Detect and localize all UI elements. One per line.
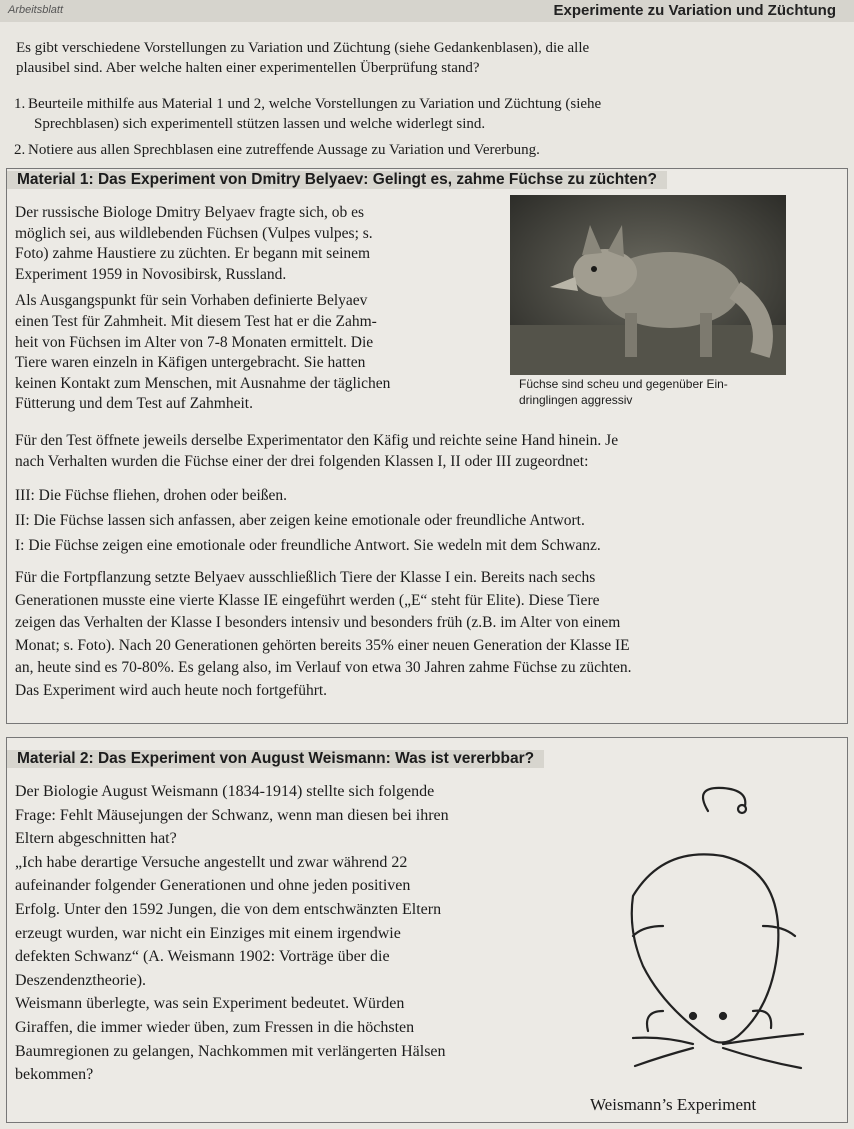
class-II: II: Die Füchse lassen sich anfassen, aber zeigen keine emotionale oder freundliche Antwort. bbox=[15, 512, 585, 529]
material-2-box bbox=[6, 737, 848, 1123]
text-line: defekten Schwanz“ (A. Weismann 1902: Vorträge über die bbox=[15, 948, 390, 966]
mouse-drawing bbox=[573, 776, 843, 1106]
intro-line: plausibel sind. Aber welche halten einer experimentellen Überprüfung stand? bbox=[16, 60, 480, 76]
text-line: bekommen? bbox=[15, 1066, 94, 1084]
task-text: Notiere aus allen Sprechblasen eine zutreffende Aussage zu Variation und Vererbung. bbox=[28, 142, 540, 158]
text-line: Frage: Fehlt Mäusejungen der Schwanz, wenn man diesen bei ihren bbox=[15, 806, 449, 824]
text-line: Giraffen, die immer wieder üben, zum Fressen in die höchsten bbox=[15, 1018, 415, 1036]
text-line: Experiment 1959 in Novosibirsk, Russland. bbox=[15, 265, 287, 283]
text-line: heit von Füchsen im Alter von 7-8 Monaten ermittelt. Die bbox=[15, 333, 374, 351]
material-1-results bbox=[15, 567, 837, 702]
text-line: zeigen das Verhalten der Klasse I besonders intensiv und besonders früh (z.B. im Alter von einem bbox=[15, 614, 621, 631]
text-line: Das Experiment wird auch heute noch fortgeführt. bbox=[15, 681, 328, 699]
text-line: Foto) zahme Haustiere zu züchten. Er begann mit seinem bbox=[15, 245, 371, 263]
header-left-label: Arbeitsblatt bbox=[8, 4, 64, 16]
material-2-title: Material 2: Das Experiment von August Weismann: Was ist vererbbar? bbox=[7, 750, 544, 768]
text-line: Weismann überlegte, was sein Experiment bedeutet. Würden bbox=[15, 995, 405, 1013]
worksheet-title: Experimente zu Variation und Züchtung bbox=[553, 2, 836, 19]
intro-text bbox=[16, 38, 842, 78]
text-line: Baumregionen zu gelangen, Nachkommen mit verlängerten Hälsen bbox=[15, 1042, 446, 1060]
text-line: Der russische Biologe Dmitry Belyaev fragte sich, ob es bbox=[15, 204, 365, 221]
text-line: „Ich habe derartige Versuche angestellt und zwar während 22 bbox=[15, 853, 408, 871]
task-text: Sprechblasen) sich experimentell stützen lassen und welche widerlegt sind. bbox=[34, 116, 486, 132]
text-line: Der Biologie August Weismann (1834-1914) stellte sich folgende bbox=[15, 783, 435, 800]
tameness-classes bbox=[15, 483, 837, 558]
mouse-figure-caption: Weismann’s Experiment bbox=[590, 1095, 757, 1114]
material-1-box bbox=[6, 168, 848, 724]
caption-line: dringlingen aggressiv bbox=[519, 393, 633, 407]
class-III: III: Die Füchse fliehen, drohen oder beißen. bbox=[15, 487, 288, 504]
task-text: Beurteile mithilfe aus Material 1 und 2, welche Vorstellungen zu Variation und Züchtung (siehe bbox=[28, 96, 602, 112]
text-line: Für die Fortpflanzung setzte Belyaev ausschließlich Tiere der Klasse I ein. Bereits nach sechs bbox=[15, 569, 596, 586]
text-line: Generationen musste eine vierte Klasse IE eingeführt werden („E“ steht für Elite). Diese Tiere bbox=[15, 591, 600, 609]
text-line: Als Ausgangspunkt für sein Vorhaben definierte Belyaev bbox=[15, 292, 368, 310]
text-line: an, heute sind es 70-80%. Es gelang also, im Verlauf von etwa 30 Jahren zahme Füchse zu züchten. bbox=[15, 659, 632, 676]
text-line: einen Test für Zahmheit. Mit diesem Test hat er die Zahm- bbox=[15, 312, 377, 330]
text-line: keinen Kontakt zum Menschen, mit Ausnahme der täglichen bbox=[15, 374, 391, 392]
fox-photo bbox=[510, 195, 786, 375]
text-line: Tiere waren einzeln in Käfigen untergebracht. Sie hatten bbox=[15, 354, 366, 372]
text-line: aufeinander folgender Generationen und ohne jeden positiven bbox=[15, 877, 411, 895]
text-line: Eltern abgeschnitten hat? bbox=[15, 830, 177, 848]
intro-line: Es gibt verschiedene Vorstellungen zu Variation und Züchtung (siehe Gedankenblasen), die alle bbox=[16, 40, 590, 56]
material-1-title: Material 1: Das Experiment von Dmitry Belyaev: Gelingt es, zahme Füchse zu züchten? bbox=[7, 171, 667, 189]
text-line: Fütterung und dem Test auf Zahmheit. bbox=[15, 395, 253, 413]
task-1 bbox=[14, 94, 840, 134]
text-line: möglich sei, aus wildlebenden Füchsen (Vulpes vulpes; s. bbox=[15, 224, 373, 242]
header-bar bbox=[0, 0, 854, 22]
text-line: Erfolg. Unter den 1592 Jungen, die von dem entschwänzten Eltern bbox=[15, 900, 442, 918]
material-1-intro-column bbox=[15, 203, 501, 415]
task-number: 2. bbox=[14, 142, 26, 158]
material-1-test-description bbox=[15, 431, 837, 472]
text-line: nach Verhalten wurden die Füchse einer der drei folgenden Klassen I, II oder III zugeordnet: bbox=[15, 452, 589, 470]
fox-photo-caption bbox=[519, 376, 799, 408]
text-line: Deszendenztheorie). bbox=[15, 971, 147, 989]
class-I: I: Die Füchse zeigen eine emotionale oder freundliche Antwort. Sie wedeln mit dem Schwanz. bbox=[15, 537, 601, 554]
material-2-text bbox=[15, 780, 583, 1087]
fox-photo-image bbox=[510, 195, 786, 375]
text-line: erzeugt wurden, war nicht ein Einziges mit einem irgendwie bbox=[15, 924, 401, 942]
text-line: Monat; s. Foto). Nach 20 Generationen gehörten bereits 35% einer neuen Generation der Klasse IE bbox=[15, 636, 630, 654]
task-number: 1. bbox=[14, 96, 26, 112]
text-line: Für den Test öffnete jeweils derselbe Experimentator den Käfig und reichte seine Hand hinein. Je bbox=[15, 432, 619, 449]
task-2 bbox=[14, 140, 840, 160]
caption-line: Füchse sind scheu und gegenüber Ein- bbox=[519, 377, 728, 391]
